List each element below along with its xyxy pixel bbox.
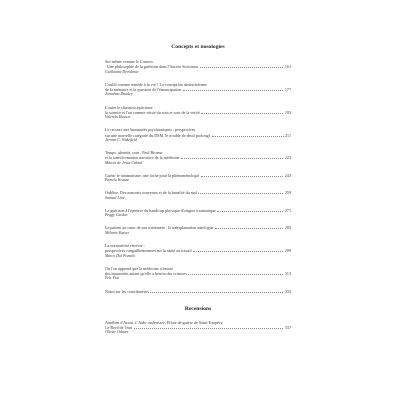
entry-title-line: Oubliez. Des mauvais souvenirs et de la banalité du mal [105,190,197,196]
dot-leader [188,271,283,275]
toc-entry [105,173,291,184]
dot-leader [201,173,284,177]
entry-page-number: 299 [284,248,291,254]
entry-title-line: Le patient au cœur de son traitement : la transplantation autologue [105,225,214,231]
entry-page-number: 259 [284,190,291,196]
entry-author: Peggy Cardon [105,213,128,218]
entry-author: Jonathan Daudey [105,92,133,97]
entry-page-number: 285 [284,225,291,231]
entry-page-number: 211 [285,132,291,138]
dot-leader [217,208,283,212]
dot-leader [181,155,284,159]
entry-title-line: Contre le climatoscepticisme : [105,104,155,110]
entry-title-line: La normativité rétrécie : [105,242,145,248]
toc-entry [105,150,291,166]
dot-leader [215,225,283,229]
toc-entry [105,82,291,98]
entry-title-line: . Une philosophie de la guérison dans l'Ancien Stoïcisme [105,64,199,70]
toc-entry [105,225,291,236]
toc-entry [105,243,291,259]
entry-page-number: 243 [284,172,291,178]
entry-author: Samuel Lézé [105,195,125,200]
entry-author: Pamela Krause [105,178,130,183]
dot-leader [193,248,283,252]
entry-page-number: 333 [284,288,291,294]
entry-author: Éric Fiat [105,276,120,281]
dot-leader [200,64,283,68]
toc-entry [105,105,291,121]
toc-entry [105,289,291,294]
toc-entry [105,190,291,201]
entry-author: Jerome C. Wakefield [105,137,138,142]
entry-page-number: 223 [284,155,291,161]
entry-title-line: Le recours aux humanités psychiatriques : perspectives [105,127,196,133]
entry-title-line: Aurélien d'Avout, L'Aube embrassée, Pilote de guerre de Saint-Exupéry, [105,319,224,325]
dot-leader [150,289,283,293]
entry-title-line: Où l'on apprend que la médecine a besoin [105,265,174,271]
dot-leader [134,325,284,329]
entry-title-line: La guérison à l'épreuve du handicap physique d'origine traumatique [105,207,216,213]
entry-page-number: 337 [284,325,291,331]
entry-title-line: Guérir le traumatisme, une tâche pour la phénoménologie [105,172,200,178]
entry-title-italic: L'Aube embrassée [135,319,165,325]
dot-leader [201,110,283,114]
toc-entry [105,127,291,143]
entry-page-number: 195 [284,109,291,115]
recension-entry [105,320,291,336]
entry-title-italic: Cosmos [139,59,153,64]
entry-author: Marco Dal Pozzolo [105,253,136,258]
entry-title-line: Soi-même comme le Cosmos [105,59,153,64]
entry-author: Márcia de Jesus Cabral [105,160,143,165]
entry-title-line: la science et l'art comme vérité du soin et soin de la vérité [105,109,200,115]
toc-entry [105,208,291,219]
toc-entry [105,59,291,75]
entry-title-line: des humanités autant qu'elle a besoin des sciences [105,271,187,277]
entry-title-line: Notes sur les contributeurs [105,288,149,294]
entry-author: Olivier Odaert [105,330,129,335]
entry-title-line: Le Bord de l'eau [105,325,132,331]
toc-content [105,44,291,343]
entry-title-line: L'oubli comme remède à la vie ? La conception nietzschéenne [105,81,207,87]
section-title-recensions: Recensions [184,305,212,312]
dot-leader [212,133,284,137]
entry-page-number: 313 [284,271,291,277]
entry-title-line: de la mémoire et la question de l'émancipation [105,87,182,93]
section-title-concepts: Concepts et nosologies [171,44,225,50]
entry-author: Guillaume Drevdonic [105,69,139,74]
entry-title-line: Temps, identité, soin : Paul Ricœur [105,150,163,156]
entry-title-line: et la trans/formation narrative de la médecine [105,155,180,161]
toc-entry [105,266,291,282]
dot-leader [183,87,284,91]
dot-leader [198,190,283,194]
entry-title-line: sur une nouvelle catégorie du DSM, le trouble de deuil prolongé [105,132,211,138]
entry-page-number: 161 [284,64,291,70]
entry-title-line: perspectives canguilhemiennes sur la santé au travail [105,248,192,254]
entry-page-number: 177 [284,87,291,93]
entry-page-number: 271 [284,207,291,213]
entry-author: Mélanie Kaiser [105,230,130,235]
entry-author: Valentin Husson [105,115,131,120]
